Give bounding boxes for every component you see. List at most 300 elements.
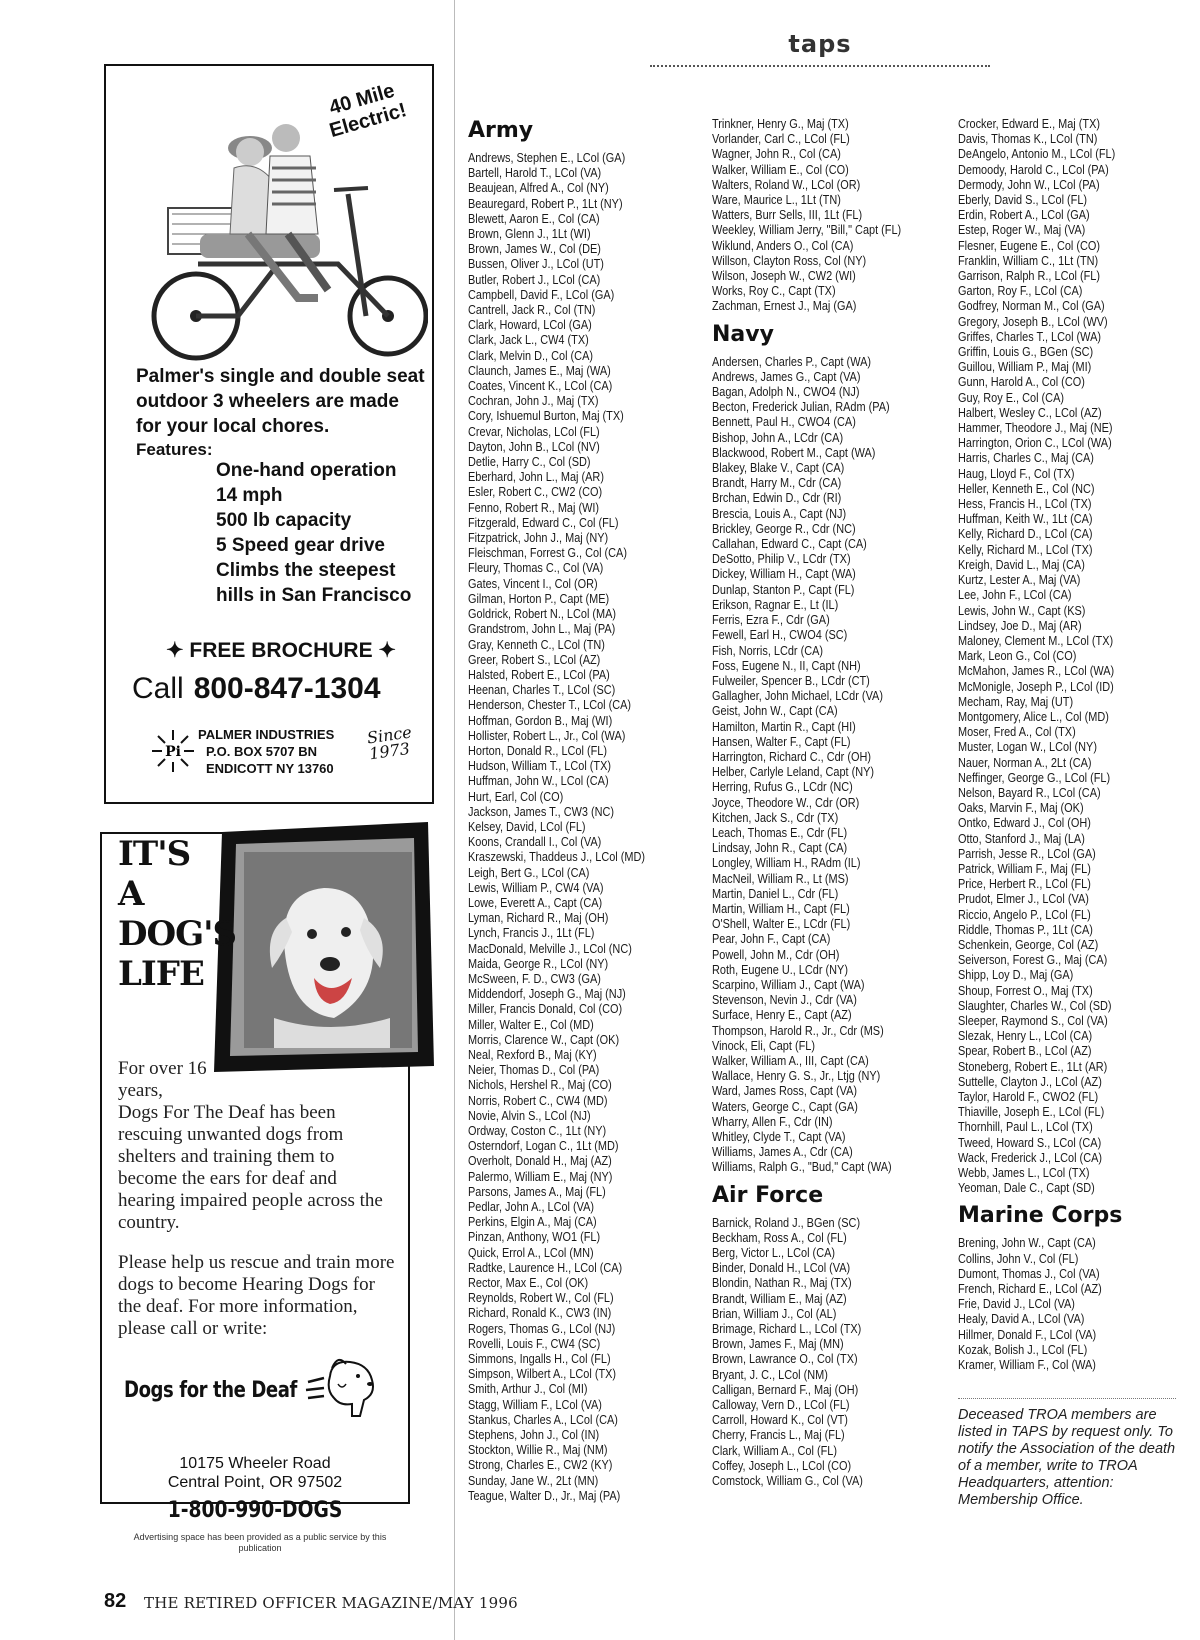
deceased-entry: Webb, James L., LCol (TX) [958,1165,1090,1181]
deceased-entry: Gray, Kenneth C., LCol (TN) [468,636,605,652]
deceased-entry: Neier, Thomas D., Col (PA) [468,1062,600,1078]
deceased-entry: Gunn, Harold A., Col (CO) [958,374,1085,390]
deceased-entry: Oaks, Marvin F., Maj (OK) [958,800,1084,816]
deceased-entry: Scarpino, William J., Capt (WA) [712,976,865,992]
taps-column-2 [712,116,932,1488]
deceased-entry: Coates, Vincent K., LCol (CA) [468,378,613,394]
deceased-entry: Brown, Lawrance O., Col (TX) [712,1351,858,1367]
deceased-entry: Cochran, John J., Maj (TX) [468,393,599,409]
deceased-entry: Seiverson, Forest G., Maj (CA) [958,952,1108,968]
deceased-entry: Wiklund, Anders O., Col (CA) [712,237,854,253]
palmer-logo-icon [148,726,198,776]
deceased-entry: Whitley, Clyde T., Capt (VA) [712,1129,846,1144]
deceased-entry: Erikson, Ragnar E., Lt (IL) [712,596,839,612]
headline-line: LIFE [118,954,204,994]
ad-notice: Advertising space has been provided as a public service by this publication [133,1532,387,1553]
deceased-entry: Radtke, Laurence H., LCol (CA) [468,1259,623,1275]
deceased-entry: Wack, Frederick J., LCol (CA) [958,1149,1103,1165]
deceased-entry: Pedlar, John A., LCol (VA) [468,1199,595,1215]
deceased-entry: Quick, Errol A., LCol (MN) [468,1244,594,1260]
deceased-entry: Andrews, James G., Capt (VA) [712,368,861,384]
features-label: Features: [136,440,213,459]
deceased-entry: Davis, Thomas K., LCol (TN) [958,131,1098,147]
deceased-entry: Roth, Eugene U., LCdr (NY) [712,961,848,977]
deceased-entry: Foss, Eugene N., II, Capt (NH) [712,657,861,673]
deceased-entry: Fleischman, Forrest G., Col (CA) [468,545,627,561]
deceased-entry: Eberhard, John L., Maj (AR) [468,469,604,485]
deceased-entry: Lee, John F., LCol (CA) [958,587,1072,603]
deceased-entry: Clark, Howard, LCol (GA) [468,317,592,333]
deceased-entry: Hamilton, Martin R., Capt (HI) [712,718,856,734]
deceased-entry: Powell, John M., Cdr (OH) [712,946,840,962]
deceased-entry: Wagner, John R., Col (CA) [712,146,841,162]
deceased-entry: Brickley, George R., Cdr (NC) [712,520,856,536]
deceased-entry: Helber, Carlyle Leland, Capt (NY) [712,764,875,780]
deceased-entry: Dermody, John W., LCol (PA) [958,176,1100,192]
deceased-entry: Campbell, David F., LCol (GA) [468,286,615,302]
svg-text:Pi: Pi [165,744,181,760]
feature-item: 500 lb capacity [216,510,352,531]
free-brochure: ✦ FREE BROCHURE ✦ [165,639,397,662]
deceased-entry: Williams, James A., Cdr (CA) [712,1144,853,1160]
deceased-entry: Overholt, Donald H., Maj (AZ) [468,1153,612,1169]
deceased-entry: Huffman, John W., LCol (CA) [468,773,609,789]
deceased-entry: DeSotto, Philip V., LCdr (TX) [712,551,851,567]
deceased-entry: Herring, Rufus G., LCdr (NC) [712,779,853,795]
deceased-entry: Surface, Henry E., Capt (AZ) [712,1007,852,1023]
ad-headline: Palmer's single and double seat outdoor 3 wheelers are made for your local chores. [136,366,425,437]
deceased-entry: Stevenson, Nevin J., Cdr (VA) [712,992,857,1008]
deceased-entry: Ontko, Edward J., Col (OH) [958,815,1091,831]
section-title: taps [788,30,852,58]
deceased-entry: Heller, Kenneth E., Col (NC) [958,480,1095,496]
deceased-entry: Kitchen, Jack S., Cdr (TX) [712,809,839,825]
deceased-entry: Simpson, Wilbert A., LCol (TX) [468,1366,617,1382]
deceased-entry: Brandt, Harry M., Cdr (CA) [712,475,842,491]
phone-number: 800-847-1304 [193,672,381,705]
deceased-entry: Cantrell, Jack R., Col (TN) [468,302,596,318]
deceased-entry: Brescia, Louis A., Capt (NJ) [712,505,847,521]
deceased-entry: Calligan, Bernard F., Maj (OH) [712,1381,859,1397]
deceased-entry: Stockton, Willie R., Maj (NM) [468,1442,608,1458]
org-street: 10175 Wheeler Road [179,1455,331,1472]
company-address [198,726,334,777]
deceased-entry: Ordway, Coston C., 1Lt (NY) [468,1123,607,1138]
deceased-entry: Patrick, William F., Maj (FL) [958,860,1091,876]
deceased-entry: Kozak, Bolish J., LCol (FL) [958,1341,1088,1357]
deceased-entry: Barnick, Roland J., BGen (SC) [712,1214,861,1230]
deceased-entry: Martin, William H., Capt (FL) [712,900,850,916]
dogs-ad [100,832,410,1523]
deceased-entry: Tweed, Howard S., LCol (CA) [958,1134,1102,1150]
dogs-appeal: Please help us rescue and train more dogs to become Hearing Dogs for the deaf. For more information, please call or write: [118,1252,395,1339]
deceased-entry: Stephens, John J., Col (IN) [468,1427,600,1443]
deceased-entry: Wilson, Joseph W., CW2 (WI) [712,268,856,284]
deceased-entry: Lindsey, Joe D., Maj (AR) [958,617,1082,633]
deceased-entry: Fenno, Robert R., Maj (WI) [468,499,600,515]
deceased-entry: Trinkner, Henry G., Maj (TX) [712,116,849,131]
deceased-entry: Prudot, Elmer J., LCol (VA) [958,891,1089,907]
deceased-entry: Willson, Clayton Ross, Col (NY) [712,252,867,268]
feature-item: Climbs the steepest [216,560,396,581]
deceased-entry: Fulweiler, Spencer B., LCdr (CT) [712,672,870,688]
org-name: Dogs for the Deaf [124,1378,297,1403]
deceased-entry: McMahon, James R., LCol (WA) [958,663,1115,679]
dogs-intro: For over 16 years, [118,1058,207,1101]
electric-badge: 40 Mile Electric! [326,79,410,143]
deceased-entry: Leach, Thomas E., Cdr (FL) [712,824,848,840]
deceased-entry: Esler, Robert C., CW2 (CO) [468,484,603,500]
deceased-entry: Rogers, Thomas G., LCol (NJ) [468,1320,616,1336]
deceased-entry: Walker, William A., III, Capt (CA) [712,1052,869,1068]
deceased-entry: Smith, Arthur J., Col (MI) [468,1381,588,1397]
deceased-entry: Kramer, William F., Col (WA) [958,1357,1096,1373]
deceased-entry: Blondin, Nathan R., Maj (TX) [712,1275,852,1291]
deceased-entry: Gates, Vincent I., Col (OR) [468,575,598,591]
deceased-entry: Greer, Robert S., LCol (AZ) [468,651,601,667]
deceased-entry: Andrews, Stephen E., LCol (GA) [468,150,626,165]
deceased-entry: Claunch, James E., Maj (WA) [468,362,611,378]
deceased-entry: Leigh, Bert G., LCol (CA) [468,864,590,880]
deceased-entry: Geist, John W., Capt (CA) [712,703,838,719]
deceased-entry: French, Richard E., LCol (AZ) [958,1281,1102,1297]
feature-item: One-hand operation [216,460,397,481]
deceased-entry: Riccio, Angelo P., LCol (FL) [958,906,1091,922]
deceased-entry: Stankus, Charles A., LCol (CA) [468,1411,618,1427]
deceased-entry: Horton, Donald R., LCol (FL) [468,742,607,758]
deceased-entry: Nichols, Hershel R., Maj (CO) [468,1077,612,1093]
deceased-entry: Binder, Donald H., LCol (VA) [712,1260,851,1276]
deceased-entry: Butler, Robert J., LCol (CA) [468,271,601,287]
deceased-entry: Beaujean, Alfred A., Col (NY) [468,180,609,196]
deceased-entry: Neal, Rexford B., Maj (KY) [468,1046,597,1062]
headline-line: A [118,874,144,914]
org-phone: 1-800-990-DOGS [167,1498,343,1523]
membership-note: Deceased TROA members are listed in TAPS by request only. To notify the Association of the death of a member, write to TROA Headquarters, attention: Membership Office. [958,1398,1176,1509]
deceased-entry: Neffinger, George G., LCol (FL) [958,769,1111,785]
deceased-entry: Fitzgerald, Edward C., Col (FL) [468,514,619,530]
deceased-entry: Thornhill, Paul L., LCol (TX) [958,1119,1093,1135]
deceased-entry: Vinock, Eli, Capt (FL) [712,1037,815,1053]
deceased-entry: Brown, Glenn J., 1Lt (WI) [468,226,591,242]
deceased-entry: Clark, Melvin D., Col (CA) [468,347,593,363]
deceased-entry: Works, Roy C., Capt (TX) [712,283,836,299]
deceased-entry: Bishop, John A., LCdr (CA) [712,429,844,445]
deceased-entry: Schenkein, George, Col (AZ) [958,936,1099,952]
deceased-entry: Heenan, Charles T., LCol (SC) [468,682,616,698]
deceased-entry: Pinzan, Anthony, WO1 (FL) [468,1229,601,1245]
deceased-entry: Halbert, Wesley C., LCol (AZ) [958,404,1102,420]
deceased-entry: Maida, George R., LCol (NY) [468,955,609,971]
deceased-entry: Franklin, William C., 1Lt (TN) [958,252,1099,268]
deceased-entry: Shoup, Forrest O., Maj (TX) [958,982,1093,998]
deceased-entry: Zachman, Ernest J., Maj (GA) [712,298,857,314]
deceased-entry: Suttelle, Clayton J., LCol (AZ) [958,1073,1102,1089]
deceased-entry: Blackwood, Robert M., Capt (WA) [712,444,876,460]
deceased-entry: Brandt, William E., Maj (AZ) [712,1290,847,1306]
deceased-entry: Jackson, James T., CW3 (NC) [468,803,615,819]
deceased-entry: Brchan, Edwin D., Cdr (RI) [712,490,842,506]
deceased-entry: Thompson, Harold R., Jr., Cdr (MS) [712,1022,884,1038]
deceased-entry: Perkins, Elgin A., Maj (CA) [468,1214,597,1230]
deceased-entry: Calloway, Vern D., LCol (FL) [712,1397,850,1413]
deceased-entry: Williams, Ralph G., "Bud," Capt (WA) [712,1159,892,1175]
deceased-entry: Brening, John W., Capt (CA) [958,1235,1096,1251]
deceased-entry: Palermo, William E., Maj (NY) [468,1168,613,1184]
deceased-entry: Dayton, John B., LCol (NV) [468,438,600,454]
deceased-entry: Lindsay, John R., Capt (CA) [712,840,848,856]
deceased-entry: Griffes, Charles T., LCol (WA) [958,328,1102,344]
deceased-entry: Harris, Charles C., Maj (CA) [958,450,1094,466]
deceased-entry: Brian, William J., Col (AL) [712,1305,837,1321]
deceased-entry: Halsted, Robert E., LCol (PA) [468,666,610,682]
deceased-entry: Koons, Crandall I., Col (VA) [468,834,602,850]
deceased-entry: Walters, Roland W., LCol (OR) [712,176,861,192]
deceased-entry: Garrison, Ralph R., LCol (FL) [958,268,1101,284]
deceased-entry: Fitzpatrick, John J., Maj (NY) [468,530,609,546]
deceased-entry: Clark, Jack L., CW4 (TX) [468,332,589,348]
deceased-entry: Ware, Maurice L., 1Lt (TN) [712,192,841,208]
deceased-entry: Stoneberg, Robert E., 1Lt (AR) [958,1058,1108,1074]
deceased-entry: Spear, Robert B., LCol (AZ) [958,1043,1092,1059]
deceased-entry: O'Shell, Walter E., LCdr (FL) [712,916,851,932]
deceased-entry: Dumont, Thomas J., Col (VA) [958,1265,1100,1281]
deceased-entry: Gallagher, John Michael, LCdr (VA) [712,688,883,704]
deceased-entry: Kelly, Richard M., LCol (TX) [958,541,1093,557]
deceased-entry: Hansen, Walter F., Capt (FL) [712,733,851,749]
deceased-entry: Parrish, Jesse R., LCol (GA) [958,845,1096,861]
deceased-entry: Goldrick, Robert N., LCol (MA) [468,606,617,622]
deceased-entry: Godfrey, Norman M., Col (GA) [958,298,1105,314]
dog-logo-icon [302,1354,382,1424]
deceased-entry: Nauer, Norman A., 2Lt (CA) [958,754,1092,770]
deceased-entry: Reynolds, Robert W., Col (FL) [468,1290,614,1306]
deceased-entry: Teague, Walter D., Jr., Maj (PA) [468,1487,621,1503]
deceased-entry: Slaughter, Charles W., Col (SD) [958,997,1112,1013]
deceased-entry: Rovelli, Louis F., CW4 (SC) [468,1335,601,1351]
deceased-entry: Strong, Charles E., CW2 (KY) [468,1457,613,1473]
features-list [216,458,411,608]
deceased-entry: Lewis, William P., CW4 (VA) [468,879,604,895]
deceased-entry: Lyman, Richard R., Maj (OH) [468,910,609,926]
deceased-entry: Pear, John F., Capt (CA) [712,931,831,947]
deceased-entry: Nelson, Bayard R., LCol (CA) [958,784,1101,800]
feature-item: hills in San Francisco [216,585,412,606]
deceased-entry: Detlie, Harry C., Col (SD) [468,454,591,470]
company-name: PALMER INDUSTRIES [198,727,335,742]
deceased-entry: Kraszewski, Thaddeus J., LCol (MD) [468,849,646,865]
deceased-entry: Bagan, Adolph N., CWO4 (NJ) [712,384,860,400]
deceased-entry: Montgomery, Alice L., Col (MD) [958,708,1109,724]
deceased-entry: Norris, Robert C., CW4 (MD) [468,1092,608,1108]
deceased-entry: Beauregard, Robert P., 1Lt (NY) [468,195,623,211]
deceased-entry: Estep, Roger W., Maj (VA) [958,222,1086,238]
deceased-entry: Moser, Fred A., Col (TX) [958,724,1076,740]
deceased-entry: Rector, Max E., Col (OK) [468,1275,589,1291]
deceased-entry: Slezak, Henry L., LCol (CA) [958,1028,1093,1044]
deceased-entry: Collins, John V., Col (FL) [958,1250,1079,1266]
deceased-entry: Guy, Roy E., Col (CA) [958,389,1064,405]
deceased-entry: Brimage, Richard L., LCol (TX) [712,1321,862,1337]
deceased-entry: McMonigle, Joseph P., LCol (ID) [958,678,1114,694]
po-box: P.O. BOX 5707 BN [206,744,318,759]
deceased-entry: Hess, Francis H., LCol (TX) [958,496,1092,512]
deceased-entry: Stagg, William F., LCol (VA) [468,1396,602,1412]
deceased-entry: Crocker, Edward E., Maj (TX) [958,116,1100,131]
tricycle-photo [138,84,428,404]
deceased-entry: Blewett, Aaron E., Col (CA) [468,210,600,226]
deceased-entry: Otto, Stanford J., Maj (LA) [958,830,1085,846]
deceased-entry: Wallace, Henry G. S., Jr., Ltjg (NY) [712,1068,881,1084]
deceased-entry: Haug, Lloyd F., Col (TX) [958,465,1075,481]
branch-heading: Marine Corps [958,1203,1123,1229]
company-city: ENDICOTT NY 13760 [206,761,334,776]
deceased-entry: Demoody, Harold C., LCol (PA) [958,161,1109,177]
feature-item: 5 Speed gear drive [216,535,385,556]
deceased-entry: Fish, Norris, LCdr (CA) [712,642,824,658]
deceased-entry: Hammer, Theodore J., Maj (NE) [958,420,1113,436]
deceased-entry: Wharry, Allen F., Cdr (IN) [712,1113,833,1129]
deceased-entry: Sunday, Jane W., 2Lt (MN) [468,1472,599,1488]
deceased-entry: Hoffman, Gordon B., Maj (WI) [468,712,613,728]
taps-column-3 [958,116,1190,1509]
deceased-entry: Morris, Clarence W., Capt (OK) [468,1031,620,1047]
deceased-entry: Gregory, Joseph B., LCol (WV) [958,313,1108,329]
dogs-description: Dogs For The Deaf has been rescuing unwanted dogs from shelters and training them to become the ears for deaf and hearing impaired people across the country. [118,1102,383,1233]
deceased-entry: Muster, Logan W., LCol (NY) [958,739,1097,755]
call-label: Call [132,672,184,705]
deceased-entry: Blakey, Blake V., Capt (CA) [712,460,845,476]
deceased-entry: Riddle, Thomas P., 1Lt (CA) [958,921,1093,937]
page-number: 82 [104,1590,127,1612]
since-year: Since 1973 [365,722,413,764]
branch-heading: Navy [712,321,774,347]
deceased-entry: Mark, Leon G., Col (CO) [958,648,1077,664]
deceased-entry: Maloney, Clement M., LCol (TX) [958,632,1114,648]
deceased-entry: Becton, Frederick Julian, RAdm (PA) [712,399,890,415]
deceased-entry: Kelsey, David, LCol (FL) [468,818,586,834]
deceased-entry: Clark, William A., Col (FL) [712,1442,837,1458]
deceased-entry: Cherry, Francis L., Maj (FL) [712,1427,845,1443]
deceased-entry: MacNeil, William R., Lt (MS) [712,870,849,886]
deceased-entry: Erdin, Robert A., LCol (GA) [958,207,1090,223]
deceased-entry: Sleeper, Raymond S., Col (VA) [958,1012,1108,1028]
deceased-entry: Lewis, John W., Capt (KS) [958,602,1086,618]
palmer-ad [104,64,434,804]
deceased-entry: Vorlander, Carl C., LCol (FL) [712,131,850,147]
deceased-entry: Ward, James Ross, Capt (VA) [712,1083,858,1099]
deceased-entry: Lowe, Everett A., Capt (CA) [468,894,603,910]
deceased-entry: Parsons, James A., Maj (FL) [468,1183,606,1199]
deceased-entry: Miller, Walter E., Col (MD) [468,1016,594,1032]
deceased-entry: Watters, Burr Sells, III, 1Lt (FL) [712,207,863,223]
deceased-entry: Flesner, Eugene E., Col (CO) [958,237,1101,253]
deceased-entry: Beckham, Ross A., Col (FL) [712,1229,847,1245]
deceased-entry: Healy, David A., LCol (VA) [958,1311,1085,1327]
deceased-entry: Coffey, Joseph L., LCol (CO) [712,1457,852,1473]
deceased-entry: Brown, James F., Maj (MN) [712,1336,844,1352]
deceased-entry: Price, Herbert R., LCol (FL) [958,876,1091,892]
deceased-entry: Ferris, Ezra F., Cdr (GA) [712,612,830,628]
deceased-entry: Kurtz, Lester A., Maj (VA) [958,572,1081,588]
deceased-entry: Yeoman, Dale C., Capt (SD) [958,1180,1095,1196]
deceased-entry: Gilman, Horton P., Capt (ME) [468,590,610,606]
deceased-entry: Shipp, Loy D., Maj (GA) [958,967,1074,983]
page-divider [454,0,455,1640]
deceased-entry: Fleury, Thomas C., Col (VA) [468,560,604,576]
deceased-entry: Andersen, Charles P., Capt (WA) [712,353,872,369]
deceased-entry: Comstock, William G., Col (VA) [712,1473,863,1489]
deceased-entry: Carroll, Howard K., Col (VT) [712,1412,848,1428]
org-address [102,1454,408,1492]
deceased-entry: Harrington, Richard C., Cdr (OH) [712,748,871,764]
deceased-entry: Huffman, Keith W., 1Lt (CA) [958,511,1093,527]
deceased-entry: Thiaville, Joseph E., LCol (FL) [958,1104,1105,1120]
deceased-entry: Taylor, Harold F., CWO2 (FL) [958,1089,1099,1104]
deceased-entry: Dickey, William H., Capt (WA) [712,566,856,582]
deceased-entry: Eberly, David S., LCol (FL) [958,192,1088,208]
deceased-entry: Novie, Alvin S., LCol (NJ) [468,1107,591,1123]
deceased-entry: Bussen, Oliver J., LCol (UT) [468,256,604,272]
deceased-entry: Bartell, Harold T., LCol (VA) [468,165,602,181]
deceased-entry: Bennett, Paul H., CWO4 (CA) [712,414,856,430]
deceased-entry: Mecham, Ray, Maj (UT) [958,693,1074,709]
deceased-entry: Guillou, William P., Maj (MI) [958,359,1092,375]
deceased-entry: Crevar, Nicholas, LCol (FL) [468,423,600,439]
headline-line: DOG'S [118,914,237,954]
deceased-entry: Walker, William E., Col (CO) [712,161,849,177]
deceased-entry: Martin, Daniel L., Cdr (FL) [712,885,839,901]
deceased-entry: Simmons, Ingalls H., Col (FL) [468,1351,611,1367]
deceased-entry: Osterndorf, Logan C., 1Lt (MD) [468,1138,619,1154]
deceased-entry: Garton, Roy F., LCol (CA) [958,283,1083,299]
deceased-entry: Bryant, J. C., LCol (NM) [712,1366,828,1382]
feature-item: 14 mph [216,485,283,506]
deceased-entry: Miller, Francis Donald, Col (CO) [468,1001,623,1017]
deceased-entry: Dunlap, Stanton P., Capt (FL) [712,581,855,597]
dog-photo [214,822,434,1072]
branch-heading: Army [468,118,534,143]
deceased-entry: Frie, David J., LCol (VA) [958,1296,1075,1312]
deceased-entry: Callahan, Edward C., Capt (CA) [712,536,867,552]
deceased-entry: Griffin, Louis G., BGen (SC) [958,344,1094,360]
deceased-entry: Richard, Ronald K., CW3 (IN) [468,1305,612,1321]
deceased-entry: Hillmer, Donald F., LCol (VA) [958,1326,1097,1342]
deceased-entry: Lynch, Francis J., 1Lt (FL) [468,925,595,941]
deceased-entry: McSween, F. D., CW3 (GA) [468,970,601,986]
publication-line: THE RETIRED OFFICER MAGAZINE/MAY 1996 [144,1594,518,1612]
call-line [132,672,381,706]
deceased-entry: Henderson, Chester T., LCol (CA) [468,697,632,713]
deceased-entry: Hurt, Earl, Col (CO) [468,788,564,804]
deceased-entry: Kreigh, David L., Maj (CA) [958,556,1085,572]
dogs-headline [118,834,236,994]
org-city: Central Point, OR 97502 [167,1474,343,1491]
deceased-entry: Longley, William H., RAdm (IL) [712,855,861,871]
deceased-entry: Weekley, William Jerry, "Bill," Capt (FL) [712,222,902,238]
deceased-entry: Waters, George C., Capt (GA) [712,1098,858,1114]
deceased-entry: Hudson, William T., LCol (TX) [468,758,612,774]
deceased-entry: Brown, James W., Col (DE) [468,241,601,257]
deceased-entry: Kelly, Richard D., LCol (CA) [958,526,1093,542]
headline-line: IT'S [118,834,191,874]
branch-heading: Air Force [712,1182,824,1208]
taps-column-1 [468,116,678,1503]
deceased-entry: MacDonald, Melville J., LCol (NC) [468,940,632,956]
deceased-entry: Harrington, Orion C., LCol (WA) [958,435,1112,451]
deceased-entry: Joyce, Theodore W., Cdr (OR) [712,794,860,810]
deceased-entry: Grandstrom, John L., Maj (PA) [468,621,616,637]
